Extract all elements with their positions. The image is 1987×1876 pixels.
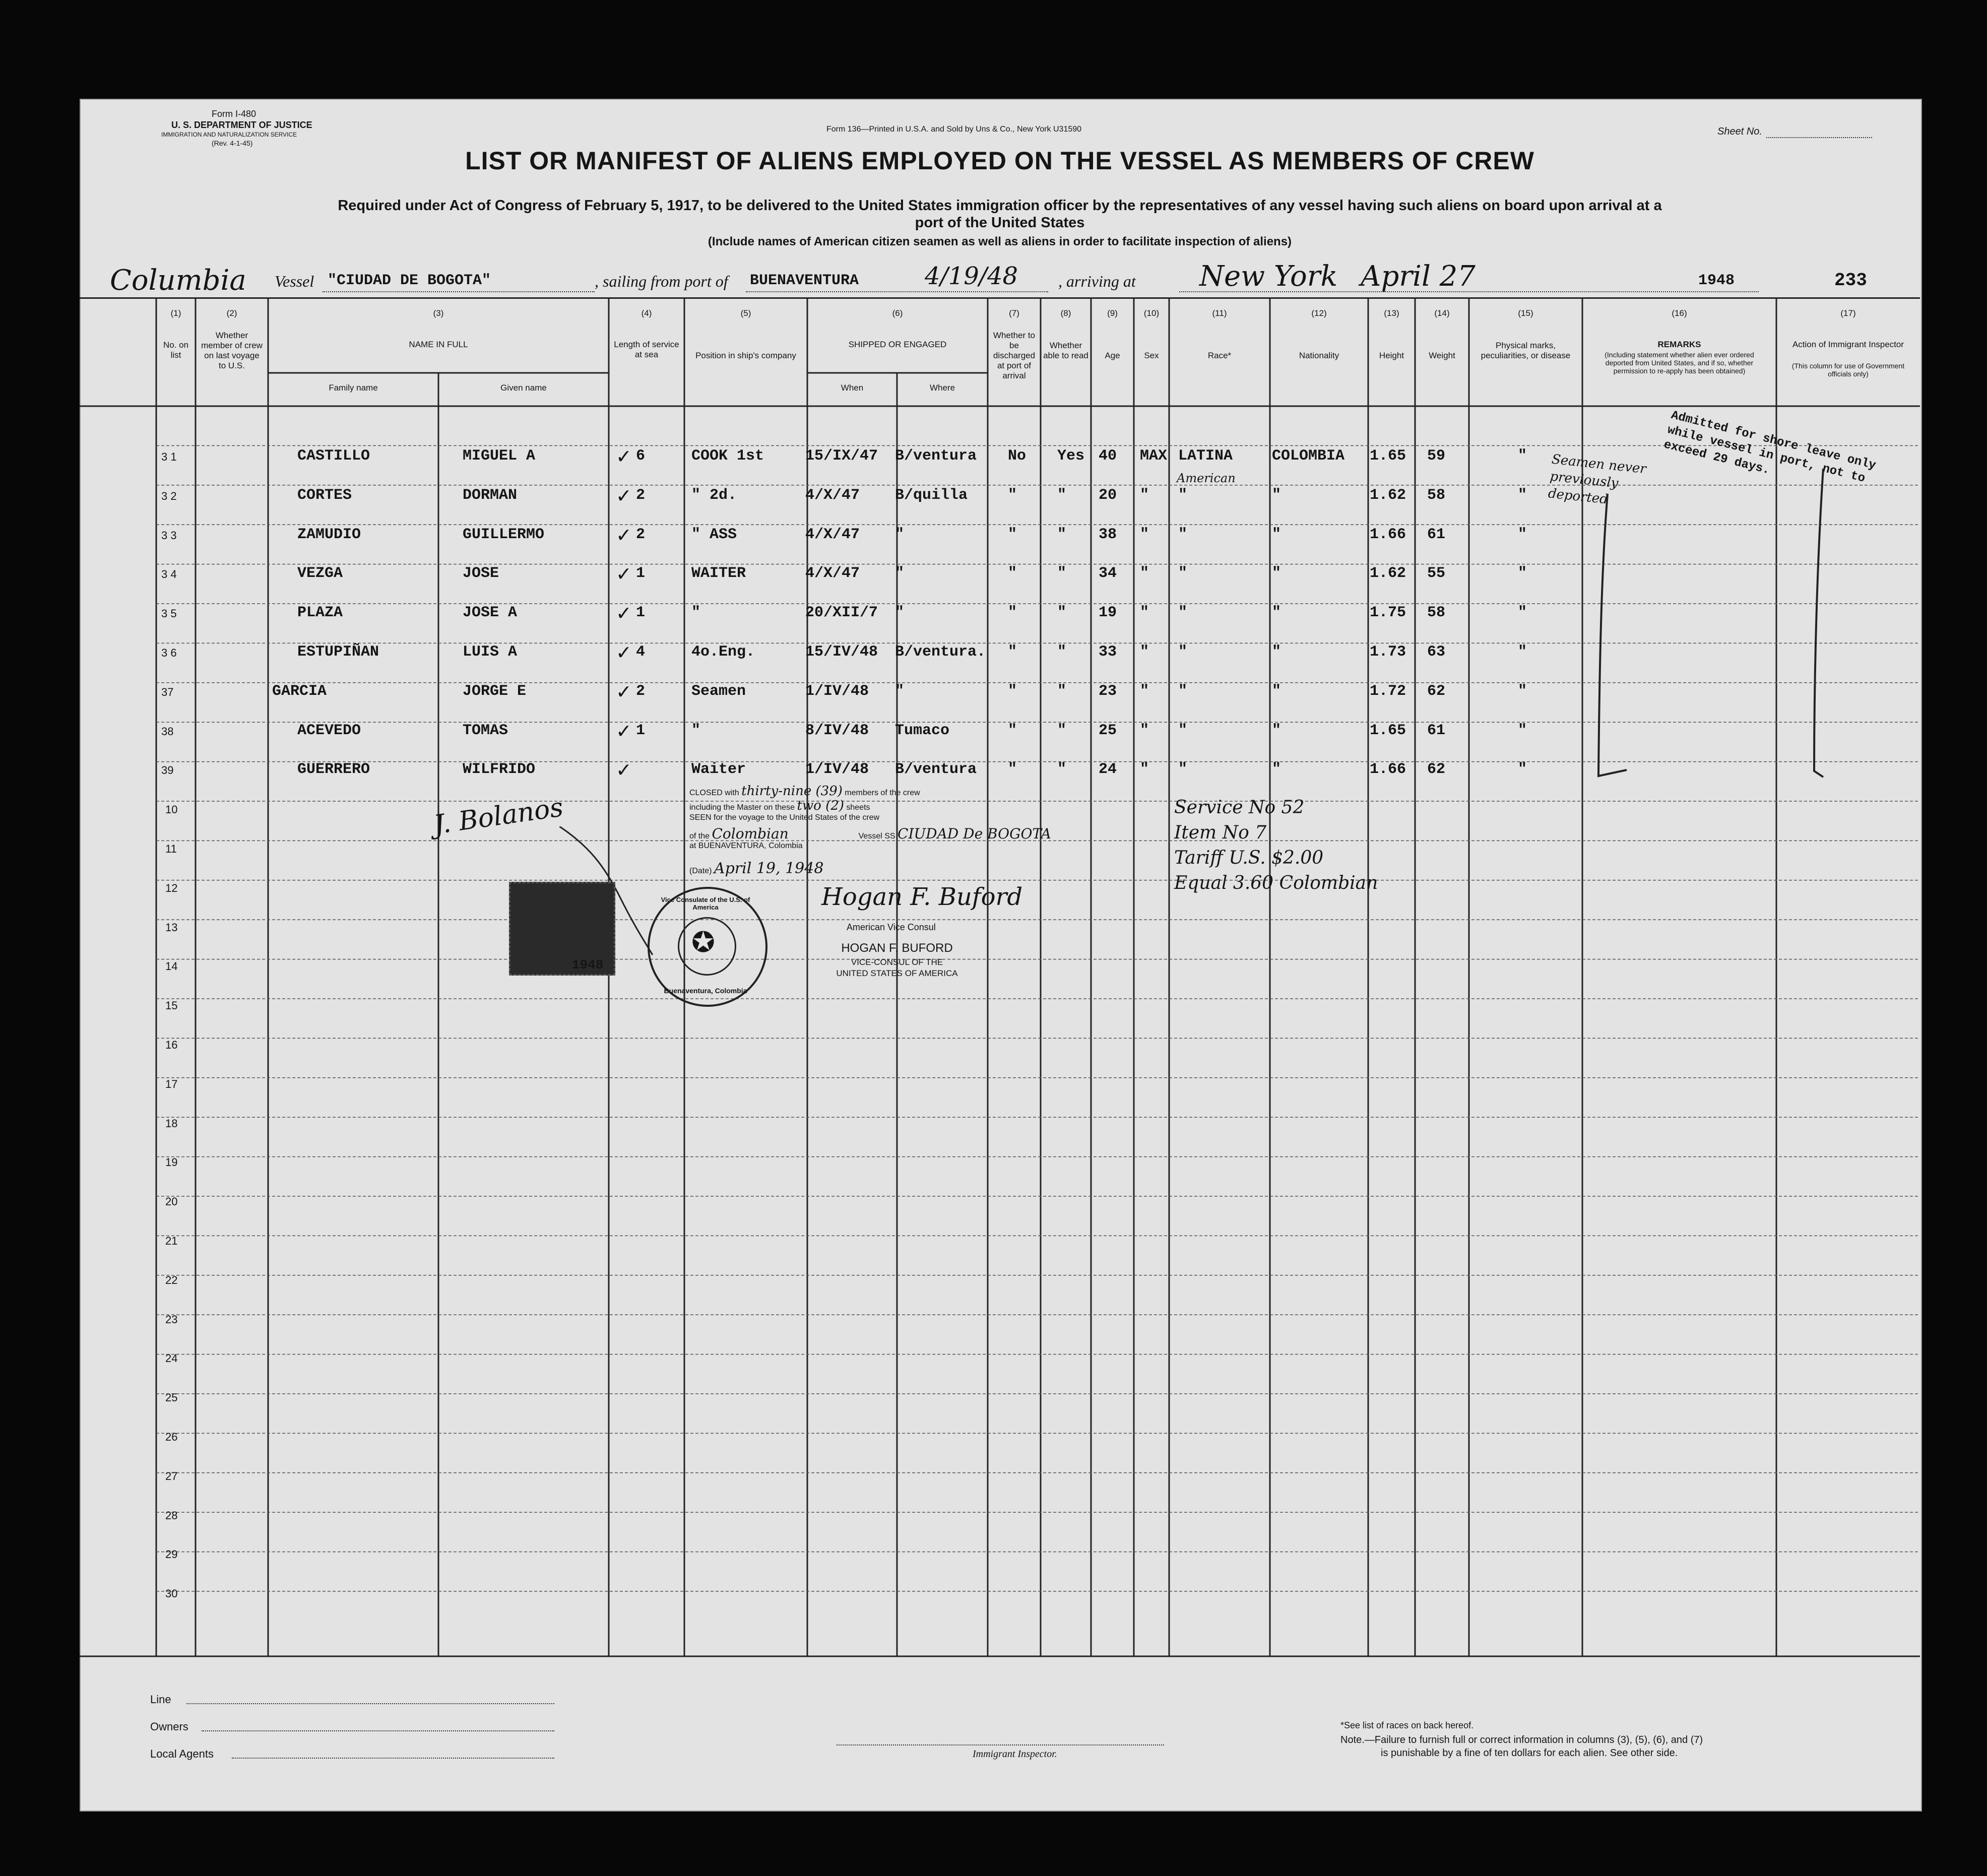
subtitle: Required under Act of Congress of February 5, 1917, to be delivered to the United States immigration officer by the representatives of any vessel having such aliens on board upon arrival at a [338, 198, 1662, 214]
row-number: 20 [165, 1195, 178, 1208]
footer-owners-label: Owners [150, 1720, 188, 1733]
position-cell: Waiter [691, 761, 746, 779]
given-name-cell: MIGUEL A [463, 447, 536, 465]
column-number: (1) [170, 308, 181, 318]
sex-cell: " [1140, 761, 1149, 779]
header-where: Where [929, 383, 955, 393]
column-number: (11) [1212, 308, 1227, 318]
shipped-where-cell: " [895, 526, 905, 543]
closing-text: (Date) [689, 867, 712, 875]
discharged-cell: " [1008, 604, 1017, 622]
family-name-cell: ACEVEDO [297, 722, 361, 739]
closing-date-handwritten: April 19, 1948 [714, 860, 824, 877]
closing-line-4 [689, 825, 1051, 842]
able-to-read-cell: " [1057, 565, 1067, 583]
nationality-cell: " [1272, 604, 1281, 622]
weight-cell: 55 [1427, 565, 1446, 583]
shipped-when-cell: 4/X/47 [805, 526, 860, 543]
height-cell: 1.65 [1370, 722, 1406, 739]
physical-marks-cell: " [1518, 761, 1527, 779]
column-number: (2) [226, 308, 237, 318]
age-cell: 40 [1099, 447, 1117, 465]
header-family-name: Family name [329, 383, 378, 393]
penalty-note: is punishable by a fine of ten dollars for each alien. See other side. [1381, 1748, 1678, 1759]
closing-text: members of the crew [845, 789, 920, 797]
shipped-when-cell: 15/IV/48 [805, 643, 878, 661]
column-number: (6) [892, 308, 903, 318]
nationality-handwritten: Colombian [712, 825, 789, 842]
family-name-cell: PLAZA [297, 604, 343, 622]
race-note-handwritten: American [1177, 471, 1236, 485]
row-number: 26 [165, 1431, 178, 1443]
row-number: 15 [165, 999, 178, 1012]
page-title: LIST OR MANIFEST OF ALIENS EMPLOYED ON THE VESSEL AS MEMBERS OF CREW [465, 147, 1534, 175]
physical-marks-cell: " [1518, 565, 1527, 583]
consul-title: American Vice Consul [847, 922, 936, 932]
height-cell: 1.62 [1370, 565, 1406, 583]
column-number: (17) [1840, 308, 1856, 318]
row-number: 3 3 [161, 529, 177, 542]
header-remarks-note: (Including statement whether alien ever ordered deported from United States, and if so, whether permission to re-apply has been obtained) [1605, 351, 1754, 375]
row-number: 18 [165, 1117, 178, 1130]
race-cell: LATINA [1178, 447, 1233, 465]
consul-signature: Hogan F. Buford [821, 883, 1023, 911]
column-number: (12) [1311, 308, 1327, 318]
column-number: (3) [433, 308, 444, 318]
closing-text: including the Master on these [689, 803, 795, 812]
family-name-cell: CORTES [297, 486, 352, 504]
service-length-cell: 2 [636, 526, 646, 543]
fee-item: Item No 7 [1174, 822, 1267, 843]
discharged-cell: " [1008, 565, 1017, 583]
column-number: (10) [1143, 308, 1160, 318]
height-cell: 1.73 [1370, 643, 1406, 661]
header-shipped-engaged: SHIPPED OR ENGAGED [848, 340, 947, 349]
column-number: (9) [1107, 308, 1118, 318]
consul-name: HOGAN F. BUFORD [841, 941, 953, 955]
sex-cell: " [1140, 604, 1149, 622]
physical-marks-cell: " [1518, 526, 1527, 543]
penalty-note: Note.—Failure to furnish full or correct information in columns (3), (5), (6), and (7) [1340, 1734, 1703, 1745]
header-name-in-full: NAME IN FULL [409, 340, 468, 349]
row-number: 24 [165, 1352, 178, 1365]
nationality-cell: " [1272, 486, 1281, 504]
weight-cell: 63 [1427, 643, 1446, 661]
race-cell: " [1178, 604, 1188, 622]
family-name-cell: CASTILLO [297, 447, 370, 465]
row-number: 25 [165, 1391, 178, 1404]
given-name-cell: JOSE A [463, 604, 518, 622]
consul-line: UNITED STATES OF AMERICA [836, 968, 958, 978]
crew-count-handwritten: thirty-nine (39) [741, 784, 843, 799]
physical-marks-cell: " [1518, 722, 1527, 739]
shipped-where-cell: B/ventura [895, 761, 977, 779]
row-number: 3 2 [161, 489, 177, 502]
column-number: (16) [1672, 308, 1687, 318]
stamp-year: 1948 [572, 957, 604, 973]
header-remarks: REMARKS [1657, 340, 1701, 349]
header-height: Height [1379, 351, 1404, 360]
nationality-cell: " [1272, 682, 1281, 700]
header-when: When [841, 383, 864, 393]
nationality-cell: " [1272, 722, 1281, 739]
footer-owners-rule [202, 1730, 554, 1731]
row-number: 12 [165, 881, 178, 894]
discharged-cell: " [1008, 486, 1017, 504]
row-number: 37 [161, 685, 174, 698]
header-position: Position in ship's company [695, 351, 796, 360]
service-name: IMMIGRATION AND NATURALIZATION SERVICE [161, 131, 297, 138]
physical-marks-cell: " [1518, 682, 1527, 700]
shipped-when-cell: 1/IV/48 [805, 761, 869, 779]
nationality-cell: " [1272, 565, 1281, 583]
weight-cell: 61 [1427, 722, 1446, 739]
row-number: 28 [165, 1509, 178, 1522]
sex-cell: " [1140, 682, 1149, 700]
service-length-cell: 2 [636, 486, 646, 504]
subtitle-port: port of the United States [915, 215, 1085, 231]
footer-line-label: Line [150, 1693, 171, 1706]
service-length-cell: 6 [636, 447, 646, 465]
closing-text: of the [689, 832, 710, 840]
column-number: (13) [1384, 308, 1399, 318]
footer-agents-rule [232, 1758, 554, 1759]
row-number: 30 [165, 1587, 178, 1600]
service-length-cell: 2 [636, 682, 646, 700]
check-mark-icon: ✓ [616, 721, 632, 742]
column-number: (7) [1009, 308, 1019, 318]
subtitle-note: (Include names of American citizen seamen as well as aliens in order to facilitate inspection of aliens) [708, 235, 1292, 248]
service-length-cell: 1 [636, 604, 646, 622]
able-to-read-cell: " [1057, 486, 1067, 504]
age-cell: 25 [1099, 722, 1117, 739]
height-cell: 1.65 [1370, 447, 1406, 465]
age-cell: 24 [1099, 761, 1117, 779]
able-to-read-cell: " [1057, 761, 1067, 779]
header-sex: Sex [1144, 351, 1159, 360]
header-length-service: Length of service at sea [614, 340, 679, 359]
check-mark-icon: ✓ [616, 525, 632, 546]
race-cell: " [1178, 526, 1188, 543]
closing-line-2 [689, 798, 870, 813]
height-cell: 1.66 [1370, 761, 1406, 779]
position-cell: Seamen [691, 682, 746, 700]
row-number: 11 [165, 843, 177, 855]
family-name-cell: ESTUPIÑAN [297, 643, 379, 661]
row-number: 21 [165, 1235, 178, 1247]
shipped-when-cell: 4/X/47 [805, 565, 860, 583]
shipped-where-cell: B/ventura [895, 447, 977, 465]
master-signature: J. Bolanos [432, 792, 565, 840]
weight-cell: 62 [1427, 761, 1446, 779]
weight-cell: 58 [1427, 604, 1446, 622]
race-cell: " [1178, 722, 1188, 739]
physical-marks-cell: " [1518, 447, 1527, 465]
discharged-cell: " [1008, 526, 1017, 543]
sex-cell: " [1140, 486, 1149, 504]
closing-line-1 [689, 784, 920, 799]
row-number: 29 [165, 1548, 178, 1561]
age-cell: 19 [1099, 604, 1117, 622]
closing-line-6 [689, 860, 823, 877]
race-cell: " [1178, 682, 1188, 700]
closing-line-3: SEEN for the voyage to the United States of the crew [689, 813, 880, 822]
year: 1948 [1698, 272, 1735, 289]
header-discharged: Whether to be discharged at port of arrival [993, 331, 1036, 380]
nationality-cell: " [1272, 643, 1281, 661]
column-number: (5) [740, 308, 751, 318]
eagle-icon: ✪ [691, 927, 715, 958]
able-to-read-cell: " [1057, 526, 1067, 543]
discharged-cell: " [1008, 722, 1017, 739]
able-to-read-cell: " [1057, 722, 1067, 739]
row-number: 3 4 [161, 568, 177, 581]
race-cell: " [1178, 643, 1188, 661]
physical-marks-cell: " [1518, 643, 1527, 661]
header-age: Age [1105, 351, 1120, 360]
sex-cell: MAX [1140, 447, 1168, 465]
shipped-where-cell: " [895, 682, 905, 700]
able-to-read-cell: " [1057, 682, 1067, 700]
inspector-label: Immigrant Inspector. [973, 1749, 1057, 1760]
column-number: (8) [1060, 308, 1071, 318]
position-cell: 4o.Eng. [691, 643, 755, 661]
printer-line: Form 136—Printed in U.S.A. and Sold by Uns & Co., New York U31590 [826, 125, 1082, 134]
row-number: 13 [165, 921, 178, 934]
header-given-name: Given name [500, 383, 547, 393]
shore-leave-stamp: Admitted for shore leave only while vessel in port, not to exceed 29 days. [1662, 408, 1878, 486]
able-to-read-cell: " [1057, 643, 1067, 661]
fee-equal: Equal 3.60 Colombian [1174, 873, 1378, 893]
check-mark-icon: ✓ [616, 446, 632, 468]
shipped-where-cell: B/quilla [895, 486, 968, 504]
weight-cell: 62 [1427, 682, 1446, 700]
shipped-when-cell: 15/IX/47 [805, 447, 878, 465]
row-number: 23 [165, 1313, 178, 1326]
fee-service: Service No 52 [1174, 797, 1305, 818]
sex-cell: " [1140, 722, 1149, 739]
closing-text: sheets [846, 803, 870, 812]
family-name-cell: GUERRERO [297, 761, 370, 779]
check-mark-icon: ✓ [616, 681, 632, 703]
position-cell: " 2d. [691, 486, 737, 504]
inspector-rule [837, 1744, 1164, 1745]
physical-marks-cell: " [1518, 604, 1527, 622]
column-number: (4) [641, 308, 652, 318]
vessel-name: "CIUDAD DE BOGOTA" [328, 272, 491, 289]
physical-marks-cell: " [1518, 486, 1527, 504]
age-cell: 34 [1099, 565, 1117, 583]
seal-text-bottom: Buenaventura, Colombia [664, 987, 747, 995]
position-cell: WAITER [691, 565, 746, 583]
position-cell: " ASS [691, 526, 737, 543]
shipped-when-cell: 8/IV/48 [805, 722, 869, 739]
service-length-cell: 1 [636, 565, 646, 583]
given-name-cell: JORGE E [463, 682, 527, 700]
shipped-where-cell: B/ventura. [895, 643, 986, 661]
races-note: *See list of races on back hereof. [1340, 1720, 1474, 1730]
sheet-number-label: Sheet No. [1717, 126, 1762, 137]
header-nationality: Nationality [1299, 351, 1339, 360]
closing-text: Vessel SS [858, 832, 895, 840]
departure-date-handwritten: 4/19/48 [925, 262, 1018, 290]
shipped-when-cell: 20/XII/7 [805, 604, 878, 622]
fee-tariff: Tariff U.S. $2.00 [1174, 848, 1324, 868]
arriving-label: , arriving at [1058, 272, 1136, 290]
sheet-count-handwritten: two (2) [797, 798, 844, 813]
able-to-read-cell: Yes [1057, 447, 1085, 465]
departure-port: BUENAVENTURA [750, 272, 859, 289]
row-number: 16 [165, 1039, 178, 1051]
row-number: 39 [161, 764, 174, 777]
header-action: Action of Immigrant Inspector [1792, 340, 1904, 349]
consul-line: VICE-CONSUL OF THE [851, 957, 943, 967]
family-name-cell: VEZGA [297, 565, 343, 583]
position-cell: " [691, 604, 701, 622]
header-able-to-read: Whether able to read [1043, 341, 1088, 360]
given-name-cell: JOSE [463, 565, 499, 583]
discharged-cell: No [1008, 447, 1027, 465]
given-name-cell: TOMAS [463, 722, 508, 739]
given-name-cell: WILFRIDO [463, 761, 536, 779]
footer-line-rule [186, 1703, 554, 1704]
row-number: 27 [165, 1469, 178, 1482]
header-last-voyage: Whether member of crew on last voyage to U.S. [201, 331, 263, 370]
vessel-label: Vessel [275, 272, 314, 290]
remarks-note-handwritten: Seamen never previously deported [1547, 451, 1647, 507]
row-number: 10 [165, 803, 178, 816]
check-mark-icon: ✓ [616, 485, 632, 507]
shipped-where-cell: " [895, 604, 905, 622]
service-length-cell: 4 [636, 643, 646, 661]
country-handwritten: Columbia [110, 264, 246, 297]
weight-cell: 58 [1427, 486, 1446, 504]
row-number: 19 [165, 1156, 178, 1169]
race-cell: " [1178, 486, 1188, 504]
shipped-when-cell: 1/IV/48 [805, 682, 869, 700]
header-no-on-list: No. on list [163, 340, 189, 360]
shipped-where-cell: Tumaco [895, 722, 950, 739]
page-number: 233 [1834, 270, 1867, 291]
form-number: Form I-480 [212, 109, 257, 119]
sex-cell: " [1140, 565, 1149, 583]
race-cell: " [1178, 761, 1188, 779]
sailing-label: , sailing from port of [595, 272, 728, 290]
seal-text-top: Vice Consulate of the U.S. of America [661, 896, 750, 911]
row-number: 3 5 [161, 607, 177, 620]
arrival-date-handwritten: April 27 [1361, 260, 1476, 293]
revision: (Rev. 4-1-45) [212, 139, 253, 147]
row-number: 17 [165, 1077, 178, 1090]
footer-agents-label: Local Agents [150, 1748, 214, 1760]
age-cell: 33 [1099, 643, 1117, 661]
given-name-cell: GUILLERMO [463, 526, 545, 543]
family-name-cell: ZAMUDIO [297, 526, 361, 543]
age-cell: 23 [1099, 682, 1117, 700]
row-number: 3 1 [161, 450, 177, 463]
nationality-cell: COLOMBIA [1272, 447, 1345, 465]
column-number: (15) [1518, 308, 1533, 318]
check-mark-icon: ✓ [616, 642, 632, 664]
arrival-port-handwritten: New York [1199, 260, 1338, 293]
header-weight: Weight [1429, 351, 1455, 360]
shipped-when-cell: 4/X/47 [805, 486, 860, 504]
row-number: 14 [165, 960, 178, 973]
check-mark-icon: ✓ [616, 603, 632, 625]
discharged-cell: " [1008, 761, 1017, 779]
row-number: 3 6 [161, 646, 177, 659]
discharged-cell: " [1008, 682, 1017, 700]
row-number: 38 [161, 725, 174, 738]
check-mark-icon: ✓ [616, 564, 632, 586]
action-bracket [1794, 469, 1834, 781]
check-mark-icon: ✓ [616, 760, 632, 782]
sex-cell: " [1140, 526, 1149, 543]
row-number: 22 [165, 1273, 178, 1286]
discharged-cell: " [1008, 643, 1017, 661]
height-cell: 1.72 [1370, 682, 1406, 700]
sex-cell: " [1140, 643, 1149, 661]
department: U. S. DEPARTMENT OF JUSTICE [171, 120, 312, 130]
nationality-cell: " [1272, 761, 1281, 779]
shipped-where-cell: " [895, 565, 905, 583]
closing-line-5: at BUENAVENTURA, Colombia [689, 842, 803, 850]
able-to-read-cell: " [1057, 604, 1067, 622]
position-cell: COOK 1st [691, 447, 764, 465]
header-action-note: (This column for use of Government officials only) [1791, 362, 1905, 378]
column-number: (14) [1434, 308, 1450, 318]
race-cell: " [1178, 565, 1188, 583]
given-name-cell: LUIS A [463, 643, 518, 661]
height-cell: 1.66 [1370, 526, 1406, 543]
family-name-cell: GARCIA [272, 682, 327, 700]
height-cell: 1.75 [1370, 604, 1406, 622]
height-cell: 1.62 [1370, 486, 1406, 504]
header-race: Race* [1207, 351, 1232, 360]
given-name-cell: DORMAN [463, 486, 518, 504]
header-physical-marks: Physical marks, peculiarities, or disease [1481, 341, 1571, 360]
remarks-bracket [1587, 494, 1633, 781]
nationality-cell: " [1272, 526, 1281, 543]
closing-text: CLOSED with [689, 789, 739, 797]
service-length-cell: 1 [636, 722, 646, 739]
position-cell: " [691, 722, 701, 739]
age-cell: 20 [1099, 486, 1117, 504]
vessel-handwritten: CIUDAD De BOGOTA [898, 825, 1051, 842]
age-cell: 38 [1099, 526, 1117, 543]
weight-cell: 61 [1427, 526, 1446, 543]
weight-cell: 59 [1427, 447, 1446, 465]
